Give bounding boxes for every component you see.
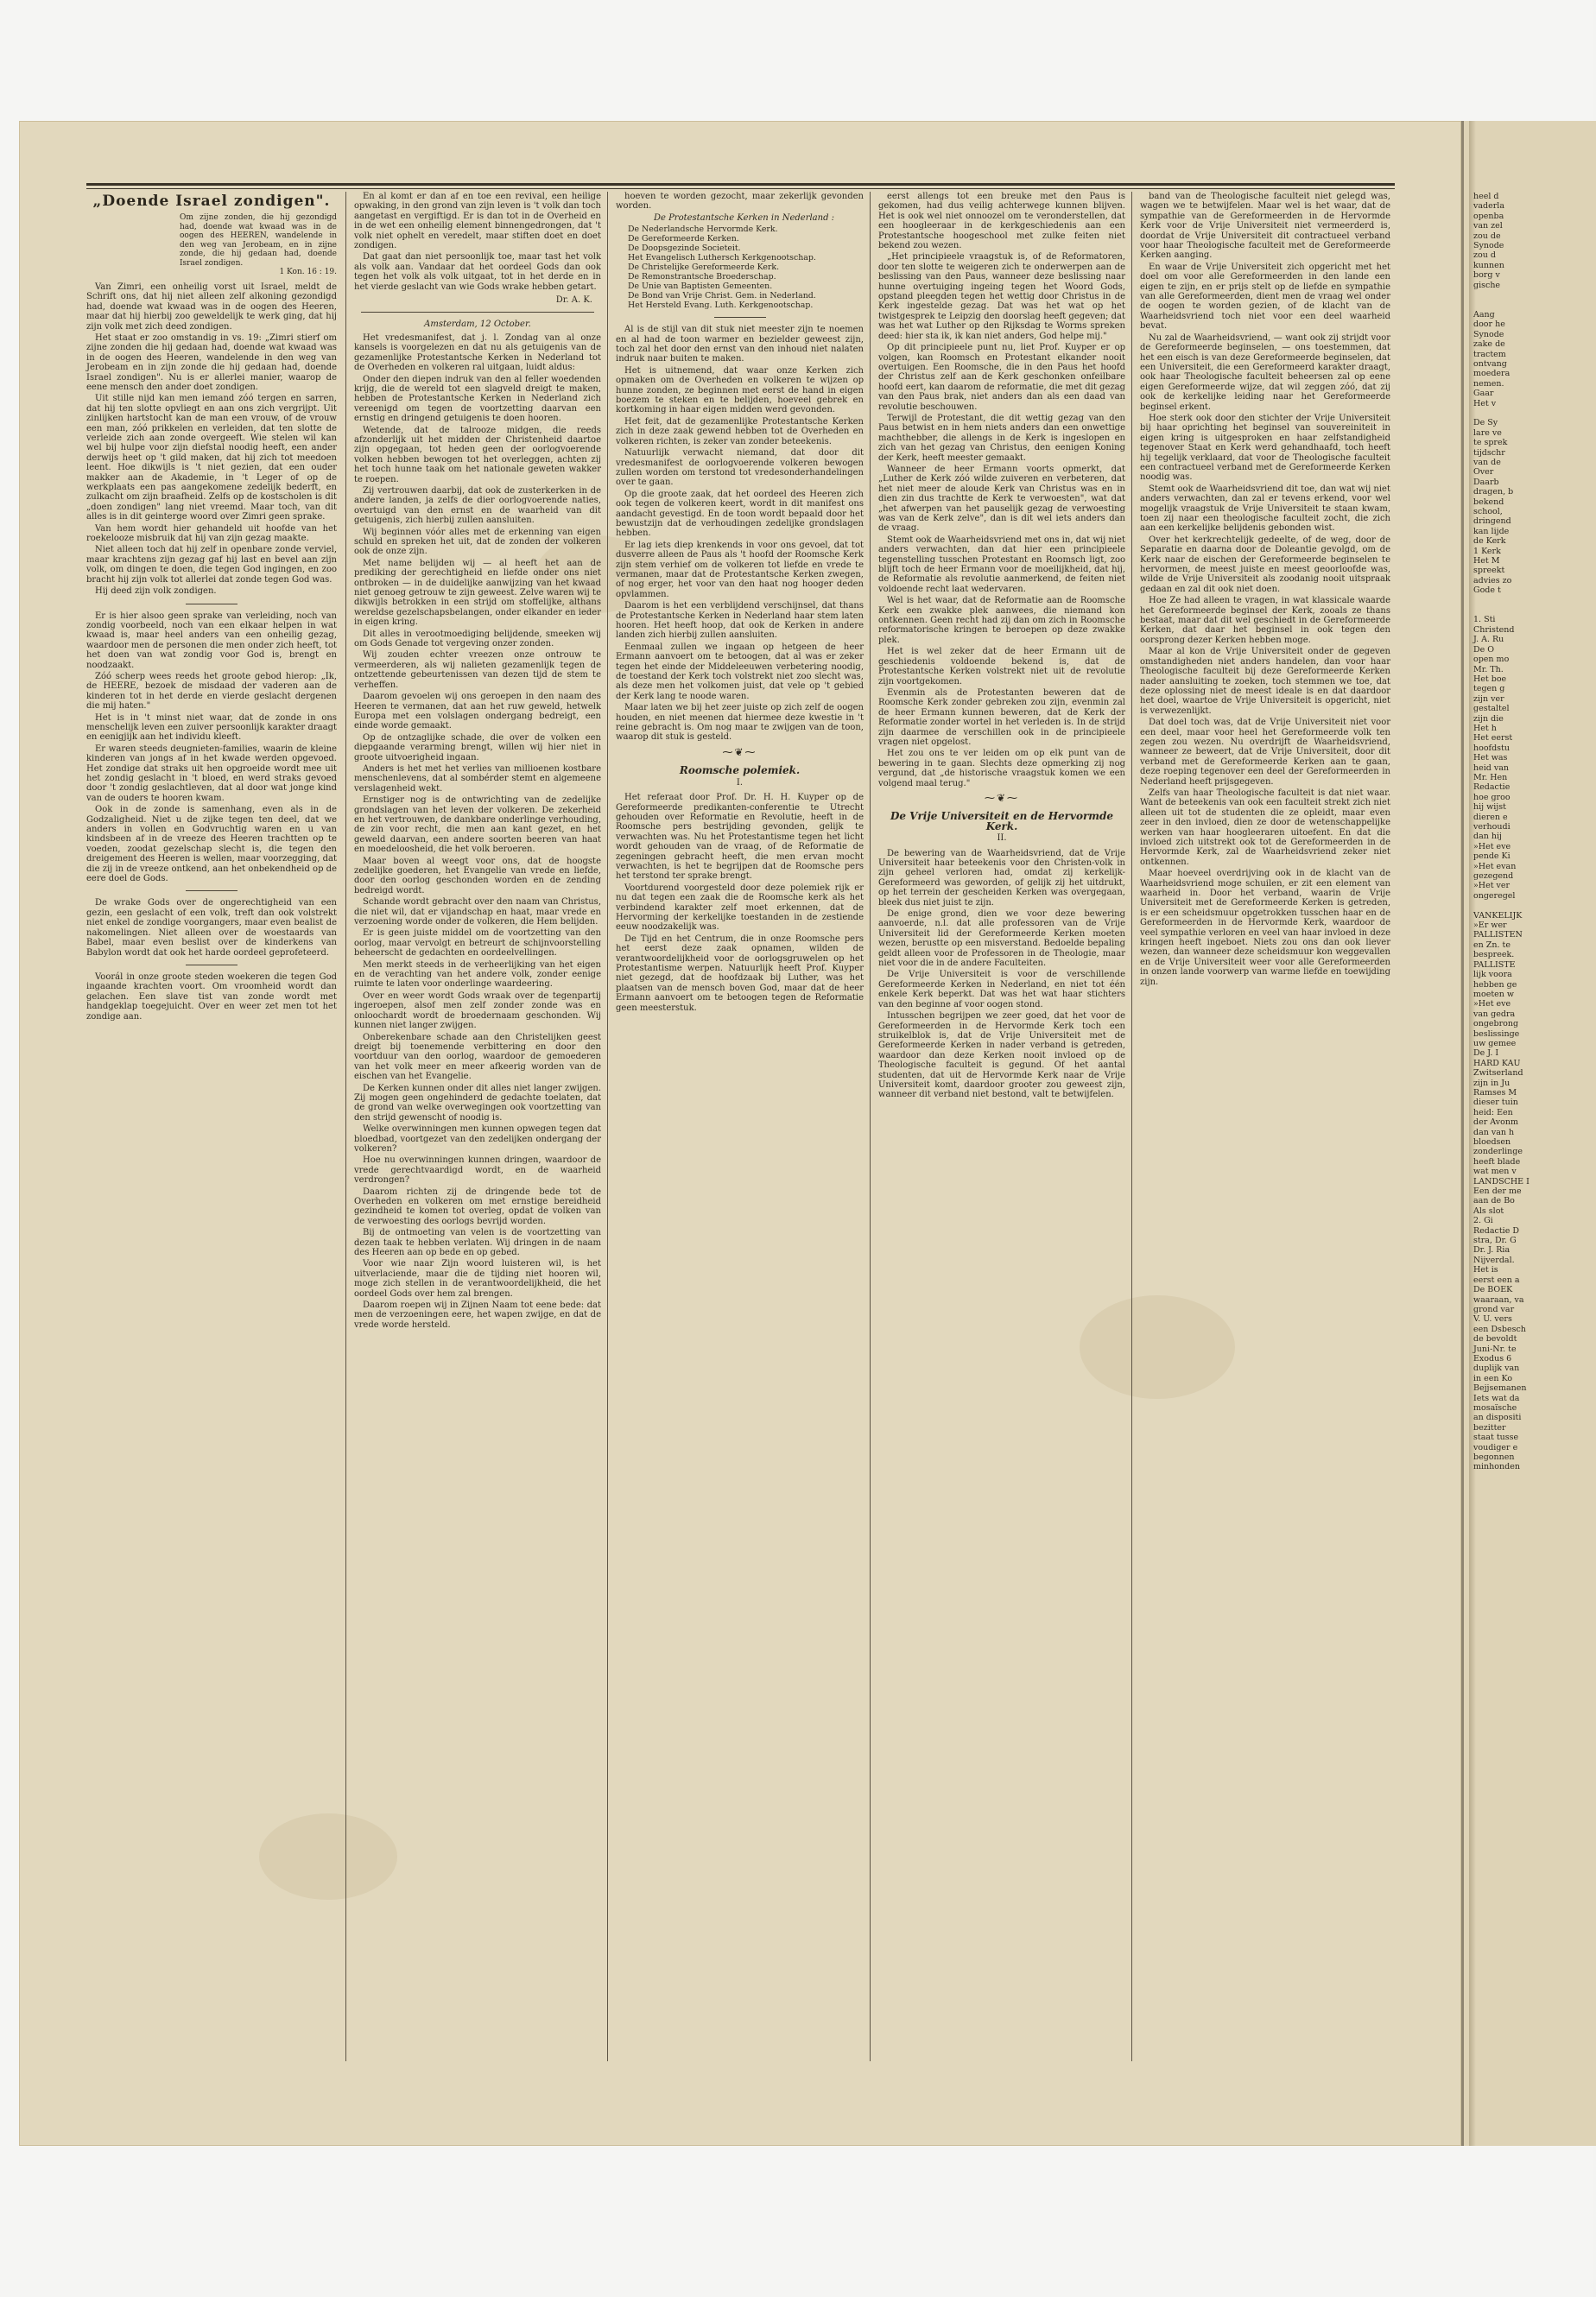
paragraph: Bij de ontmoeting van velen is de voortzetting van dezen taak te hebben verlaten. Wij dringen in de naam des Heeren aan op bede en op gebed. (354, 1228, 601, 1258)
stub-line: waaraan, va (1473, 1294, 1524, 1305)
list-item: De Nederlandsche Hervormde Kerk. (628, 225, 778, 235)
stub-line: dieser tuin (1473, 1098, 1518, 1108)
stub-line: zijn in Ju (1473, 1078, 1510, 1088)
column-5 (1140, 192, 1390, 2061)
stub-line: ontvang (1473, 358, 1507, 369)
list-item: De Christelijke Gereformeerde Kerk. (628, 263, 780, 273)
stub-line: dringend (1473, 516, 1511, 527)
stub-line: van de (1473, 457, 1501, 467)
stub-line: J. A. Ru (1473, 635, 1504, 645)
stub-line: zonderlinge (1473, 1147, 1523, 1157)
paragraph: Voor wie naar Zijn woord luisteren wil, is het uitverlaciende, maar die de tijding niet hooren wil, moge zich stellen in de verantwoordelijkheid, die het oordeel Gods over hem zal brengen. (354, 1259, 601, 1299)
stub-line: tractem (1473, 349, 1506, 359)
stub-line: de bevoldt (1473, 1334, 1517, 1345)
paragraph: Zóó scherp wees reeds het groote gebod hierop: „Ik, de HEERE, bezoek de misdaad der vaderen aan de kinderen tot in het derde en vierde geslacht dergenen die mij haten." (86, 671, 337, 712)
paragraph: Het feit, dat de gezamenlijke Protestantsche Kerken zich in deze zaak gewend hebben tot de Overheden en volkeren richten, is zeker van zonder beteekenis. (616, 416, 864, 446)
paragraph: Onder den diepen indruk van den al feller woedenden krijg, die de wereld tot een slagveld dreigt te maken, hebben de Protestantsche Kerken in Nederland zich vereenigd om tegen de voortzetting daarvan een ernstig en dringend getuigenis te doen hooren. (354, 374, 601, 424)
motto-text: Om zijne zonden, die hij gezondigd had, doende wat kwaad was in de oogen des HEEREN, wandelende in den weg van Jerobeam, en in zijne zonde, die hij gedaan had, doende Israel zondigen. (180, 213, 337, 268)
stub-line: Juni-Nr. te (1473, 1344, 1517, 1354)
stub-line: gestaltel (1473, 704, 1510, 714)
stub-line: Het M (1473, 556, 1500, 566)
stub-line: dan hij (1473, 832, 1502, 842)
paragraph: band van de Theologische faculteit niet gelegd was, wagen we te betwijfelen. Maar wel is het waar, dat de sympathie van de Gereformeerden in de Hervormde Kerk voor de Vrije Universiteit niet vermeerderd is, doordat de Vrije Universiteit dit contractueel verband voor haar Theologische faculteit met de Gereformeerde Kerken aanging. (1140, 192, 1390, 261)
adjacent-page-text (1473, 192, 1590, 1472)
stub-line (1473, 290, 1590, 300)
stub-line: heid: Een (1473, 1107, 1513, 1117)
paragraph: Daarom roepen wij in Zijnen Naam tot eene bede: dat men de verzoeningen eere, het wapen zwijge, en dat de vrede worde hersteld. (354, 1300, 601, 1330)
stub-line: tegen g (1473, 684, 1505, 694)
stub-line: PALLISTE (1473, 959, 1516, 970)
stub-line: VANKELIJK (1473, 910, 1523, 921)
section-separator (186, 890, 238, 891)
stub-line: heeft blade (1473, 1156, 1521, 1167)
column-divider (1131, 192, 1132, 2061)
paragraph: Hoe Ze had alleen te vragen, in wat klassicale waarde het Gereformeerde beginsel der Kerk, zooals ze thans bestaat, maar dat dit wel geschiedt in de Gereformeerde Kerken, dat daar het beginsel in ook tegen den oorsprong dezer Kerken hebben moge. (1140, 596, 1390, 645)
stub-line: Het eerst (1473, 733, 1513, 744)
paragraph: Wij zouden echter vreezen onze ontrouw te vermeerderen, als wij nalieten gezamenlijk tegen de ontzettende gebeurtenissen van dezen tijd de stem te verheffen. (354, 650, 601, 690)
stub-line: van gedra (1473, 1009, 1516, 1019)
paragraph: Wanneer de heer Ermann voorts opmerkt, dat „Luther de Kerk zóó wilde zuiveren en verbeteren, dat het niet meer de aloude Kerk van Christus was en in dien zin dus trachtte de Kerk te verwoesten", wat dat „het afwerpen van het pauselijk gezag de verwoesting was van de Kerk zelve", dan is dit wel iets anders dan de vraag. (878, 464, 1125, 534)
paragraph: Van Zimri, een onheilig vorst uit Israel, meldt de Schrift ons, dat hij niet alleen zelf alkoning gezondigd had, doende wat kwaad was in de oogen des Heeren, maar dat hij hierbij zoo geweldelijk te werk ging, dat hij zijn volk met zich deed zondigen. (86, 282, 337, 332)
column-1 (86, 192, 337, 2061)
stub-line: Mr. Th. (1473, 664, 1504, 674)
stub-line (1473, 605, 1590, 615)
paragraph: Zij vertrouwen daarbij, dat ook de zusterkerken in de andere landen, ja zelfs de dier oorlogvoerende naties, overtuigd van den ernst en de waarheid van dit getuigenis, zich hierbij zullen aansluiten. (354, 485, 601, 526)
stub-line: duplijk van (1473, 1364, 1520, 1374)
stub-line: Gaar (1473, 389, 1494, 399)
stub-line: gische (1473, 280, 1501, 290)
stub-line: hebben ge (1473, 979, 1517, 990)
stub-line: PALLISTEN (1473, 930, 1523, 940)
stub-line: Synode (1473, 329, 1504, 339)
article-signature: Dr. A. K. (555, 295, 592, 306)
stub-line: Gode t (1473, 585, 1501, 596)
paragraph: Er lag iets diep krenkends in voor ons gevoel, dat tot dusverre alleen de Paus als 't hoofd der Roomsche Kerk zijn stem verhief om de volkeren tot liefde en vrede te vermanen, maar dat de Protestantsche Kerken zwegen, of nog erger, het voor van den haat nog hooger deden opvlammen. (616, 540, 864, 599)
paragraph: Wij beginnen vóór alles met de erkenning van eigen schuld en spreken het uit, dat de zonden der volkeren ook de onze zijn. (354, 527, 601, 557)
paragraph: Over het kerkrechtelijk gedeelte, of de weg, door de Separatie en daarna door de Doleantie gevolgd, om de Kerk naar de eischen der Gereformeerde beginselen te hervormen, de meest juiste en meest geoorloofde was, wilde de Vrije Universiteit als zoodanig nooit uitspraak gedaan en zal dit ook niet doen. (1140, 535, 1390, 594)
churches-heading: De Protestantsche Kerken in Nederland : (653, 212, 835, 223)
stub-line: Bejjsemanen (1473, 1383, 1527, 1394)
motto-reference: 1 Kon. 16 : 19. (279, 268, 337, 277)
paragraph: De bewering van de Waarheidsvriend, dat de Vrije Universiteit haar beteekenis voor den Christen-volk in zijn geheel verloren had, omdat zij kerkelijk-Gereformeerd was geworden, of gelijk zij het uitdrukt, op het terrein der gescheiden Kerken was overgegaan, bleek dus niet juist te zijn. (878, 848, 1125, 908)
paragraph: Over en weer wordt Gods wraak over de tegenpartij ingeroepen, alsof men zelf zonder zonde was en onloochardt wordt de broedernaam geschonden. Wij kunnen niet langer zwijgen. (354, 990, 601, 1031)
paragraph: Dat gaat dan niet persoonlijk toe, maar tast het volk als volk aan. Vandaar dat het oordeel Gods dan ook tegen het volk als volk uitgaat, tot in het derde en in het vierde geslacht van wie Gods wrake hebben getart. (354, 252, 601, 292)
paragraph: Maar boven al weegt voor ons, dat de hoogste zedelijke goederen, het Evangelie van vrede en liefde, door den oorlog geschonden worden en de zending bedreigd wordt. (354, 856, 601, 895)
paragraph: Het zou ons te ver leiden om op elk punt van de bewering in te gaan. Slechts deze opmerking zij nog vergund, dat „de historische vraagstuk komen we een volgend maal terug." (878, 749, 1125, 788)
paragraph: De wrake Gods over de ongerechtigheid van een gezin, een geslacht of een volk, treft dan ook volstrekt niet enkel de zondige voorgangers, maar even bealist de nakomelingen. Niet alleen over de woestaards van Babel, maar even beslist over de kinderkens van Babylon wordt dat ook het harde oordeel geprofeteerd. (86, 898, 337, 958)
paragraph: Het is wel zeker dat de heer Ermann uit de geschiedenis voldoende bekend is, dat de Protestantsche Kerken volstrekt niet uit de revolutie zijn voortgekomen. (878, 647, 1125, 687)
stub-line: 1. Sti (1473, 615, 1496, 625)
paragraph: Op die groote zaak, dat het oordeel des Heeren zich ook tegen de volkeren keert, wordt in dit manifest ons aandacht gevestigd. En de toon wordt bepaald door het bewustzijn dat de verhoudingen zedelijke grondslagen hebben. (616, 489, 864, 539)
section-number: I. (736, 777, 744, 788)
paragraph: Nu zal de Waarheidsvriend, — want ook zij strijdt voor de Gereformeerde beginselen, — ons toestemmen, dat het een eisch is van deze Gereformeerde beginselen, dat een Universiteit, die een Gereformeerd karakter draagt, ook haar Theologische faculteit beheersen zal op eene eigen Gereformeerde wijze, dat wil zeggen zóó, dat zij ook de kerkelijke leiding naar het Gereformeerde beginsel erkent. (1140, 332, 1390, 412)
paragraph: Ook in de zonde is samenhang, even als in de Godzaligheid. Niet u de zijke tegen ten deel, dat we anders in vollen en Godvruchtig waren en u van kindsbeen af in de vreeze des Heeren trachtten op te voeden, zoodat gezelschap slecht is, die tegen den dreigement des Heeren is wellen, maar voorzegging, dat die zij in de vreeze ontkend, aan het onbekendheid op de eere doel de Gods. (86, 805, 337, 884)
paragraph: Niet alleen toch dat hij zelf in openbare zonde verviel, maar krachtens zijn gezag gaf hij last en bevel aan zijn volk, om dingen te doen, die tegen God ingingen, en zoo bracht hij zijn volk tot allerlei dat zonde tegen God was. (86, 545, 337, 585)
paragraph: Er is hier alsoo geen sprake van verleiding, noch van zondig voorbeeld, noch van een elkaar helpen in wat kwaad is, maar heel anders van een onheilig gezag, waardoor men de personen die men onder zich heeft, tot het doen van wat zondig voor God is, brengt en noodzaakt. (86, 611, 337, 670)
column-divider (345, 192, 346, 2061)
section-separator (714, 317, 766, 318)
paragraph: De Tijd en het Centrum, die in onze Roomsche pers het eerst deze zaak opnamen, wilden de verantwoordelijkheid voor de oorlogsgruwelen op het Protestantisme werpen. Natuurlijk heeft Prof. Kuyper niet gezegd, dat de hoofdzaak bij Luther, was het plaatsen van de mensch boven God, maar dat de heer Ermann aanvoert om te betoogen tegen de Reformatie geen meesterstuk. (616, 933, 864, 1013)
stub-line: Aang (1473, 309, 1495, 320)
stub-line: heid van (1473, 763, 1510, 773)
column-2 (354, 192, 601, 2061)
paragraph: Hij deed zijn volk zondigen. (95, 586, 217, 597)
paragraph: Ernstiger nog is de ontwrichting van de zedelijke grondslagen van het leven der volkeren. De zekerheid en het vertrouwen, de dankbare onderlinge verhouding, de zin voor recht, die men aan kant gezet, en het geweld daarvan, een andere soorten beeren van haat en moedeloosheid, die het volk beroeren. (354, 795, 601, 855)
paragraph: Stemt ook de Waarheidsvriend met ons in, dat wij niet anders verwachten, dan dat hier een principieele tegenstelling tusschen Protestant en Roomsch ligt, zoo blijft toch de heer Ermann voor de moeilijkheid, dat hij, de Reformatie als revolutie aanmerkend, de feiten niet voldoende recht laat wedervaren. (878, 535, 1125, 594)
paragraph: Zelfs van haar Theologische faculteit is dat niet waar. Want de beteekenis van ook een faculteit strekt zich niet alleen uit tot de studenten die ze opleidt, maar even zeer in den invloed, dien ze door de wetenschappelijke werken van haar hoogleeraren uitoefent. En dat die invloed zich uitstrekt ook tot de Gereformeerden in de Hervormde Kerk, zal de Waarheidsvriend zeker niet ontkennen. (1140, 788, 1390, 867)
article-motto (180, 213, 337, 277)
stub-line (1473, 408, 1590, 418)
paragraph: Het referaat door Prof. Dr. H. H. Kuyper op de Gereformeerde predikanten-conferentie te Utrecht gehouden over Reformatie en Revolutie, heeft in de Roomsche pers bestrijding gevonden, gelijk te verwachten was. Nu het Protestantisme tegen het licht wordt gehouden van de vraag, of de Reformatie de zegeningen gebracht heeft, die men ervan mocht verwachten, is het te begrijpen dat de Roomsche pers het terstond ter sprake brengt. (616, 793, 864, 882)
stub-line: De O (1473, 644, 1495, 655)
stub-line: bezitter (1473, 1422, 1506, 1433)
paragraph: Wel is het waar, dat de Reformatie aan de Roomsche Kerk een zwakke plek aanwees, die niemand kon ontkennen. Geen recht had zij dan om zich in Roomsche reformatorische kringen te beroepen op deze zwakke plek. (878, 596, 1125, 645)
paragraph: De enige grond, dien we voor deze bewering aanvoerde, n.l. dat alle professoren van de Vrije Universiteit lid der Gereformeerde Kerken moeten wezen, berustte op een misverstand. Bedoelde bepaling geldt alleen voor de Professoren in de Theologie, maar niet voor die in de andere Faculteiten. (878, 909, 1125, 969)
stub-line: 1 Kerk (1473, 546, 1501, 556)
paragraph: Het is uitnemend, dat waar onze Kerken zich opmaken om de Overheden en volkeren te wijzen op hunne zonden, ze beginnen met eerst de hand in eigen boezem te steken en te belijden, hoeveel gebrek en kortkoming in haar eigen midden werd gevonden. (616, 365, 864, 415)
paragraph: Maar laten we bij het zeer juiste op zich zelf de oogen houden, en niet meenen dat hiermee deze kwestie in 't reine gebracht is. Om nog maar te zwijgen van de toon, waarop dit stuk is gesteld. (616, 703, 864, 743)
stub-line: minhonden (1473, 1462, 1520, 1472)
list-item: De Remonstrantsche Broederschap. (628, 272, 776, 282)
stub-line: voudiger e (1473, 1442, 1518, 1452)
stub-line: door he (1473, 320, 1505, 330)
stub-line: borg v (1473, 270, 1500, 281)
stub-line: Ramses M (1473, 1087, 1517, 1098)
stub-line: Christend (1473, 624, 1515, 635)
stub-line: Zwitserland (1473, 1068, 1523, 1079)
paragraph: Op dit principieele punt nu, liet Prof. Kuyper er op volgen, kan Roomsch en Protestant elkander nooit overtuigen. Een Roomsche, die in den Paus het hoofd der Christus zelf aan de Kerk geschonken onfeilbare hoofd eert, kan daarom de reformatie, die met dit gezag van den Paus brak, niet anders dan als een daad van revolutie beschouwen. (878, 343, 1125, 412)
paragraph: Intusschen begrijpen we zeer goed, dat het voor de Gereformeerden in de Hervormde Kerk toch een struikelblok is, dat de Vrije Universiteit met de Gereformeerde Kerken in nader verband is getreden, waardoor dan deze Kerken nooit invloed op de Theologische faculteit is gegund. Of het aantal studenten, dat uit de Hervormde Kerk naar de Vrije Universiteit komt, daardoor grooter zou geweest zijn, wanneer dit verband niet bestond, valt te betwijfelen. (878, 1011, 1125, 1100)
stub-line: hij wijst (1473, 802, 1506, 813)
stub-line: kan lijde (1473, 526, 1510, 536)
stub-line (1473, 901, 1590, 910)
paragraph: Van hem wordt hier gehandeld uit hoofde van het roekelooze misbruik dat hij van zijn gezag maakte. (86, 523, 337, 544)
stub-line: school, (1473, 507, 1503, 516)
paragraph: Voorál in onze groote steden woekeren die tegen God ingaande krachten voort. Om vroomheid wordt dan gelachen. Een slave tist van zonde wordt met handgeklap toegejuicht. Over en weer zet men tot het zondige aan. (86, 971, 337, 1022)
stub-line: Het v (1473, 398, 1497, 408)
stub-line: Het h (1473, 723, 1497, 733)
paragraph: Eenmaal zullen we ingaan op hetgeen de heer Ermann aanvoert om te betoogen, dat al was er zeker tegen het einde der Middeleeuwen verbetering noodig, de toestand der Kerk toch volstrekt niet zoo slecht was, als deze men het volkomen juist, dat vele op 't gebied der Kerk lang te noode waren. (616, 642, 864, 701)
stub-line: kunnen (1473, 260, 1504, 270)
paragraph: Op de ontzaglijke schade, die over de volken een diepgaande verarming brengt, willen wij hier niet in groote uitvoerigheid ingaan. (354, 732, 601, 763)
list-item: Het Hersteld Evang. Luth. Kerkgenootschap. (628, 301, 814, 311)
paragraph: Met name belijden wij — al heeft het aan de prediking der gerechtigheid en liefde onder ons niet ontbroken — in de duidelijke aanwijzing van het kwaad niet genoeg getrouw te zijn geweest. Zelve waren wij te dikwijls betrokken in een strijd om stoffelijke, althans wereldse gezelschapsbelangen, onder elkander en ieder in eigen kring. (354, 558, 601, 628)
list-item: De Unie van Baptisten Gemeenten. (628, 282, 773, 292)
stub-line: hoofdstu (1473, 743, 1510, 753)
paragraph: hoeven te worden gezocht, maar zekerlijk gevonden worden. (616, 192, 864, 212)
stub-line: Een der me (1473, 1186, 1522, 1197)
paragraph: En waar de Vrije Universiteit zich opgericht met het doel om voor alle Gereformeerden in den lande een eigen te zijn, en er prijs stelt op de liefde en sympathie van alle Gereformeerden, dient men de vraag wel onder de oogen te worden gezien, of de klacht van de Waarheidsvriend toch niet voor een deel waarheid bevat. (1140, 262, 1390, 332)
stub-line: uw gemee (1473, 1038, 1517, 1048)
column-divider (870, 192, 871, 2061)
stub-line: »Er wer (1473, 921, 1507, 931)
list-item: De Gereformeerde Kerken. (628, 234, 739, 244)
stub-line: Mr. Hen (1473, 772, 1508, 782)
paragraph: eerst allengs tot een breuke met den Paus is gekomen, had dus veilig achterwege kunnen blijven. Het is ook wel niet onnoozel om te veronderstellen, dat een hoogleeraar in de kerkgeschiedenis aan een Protestantsche hoogeschool met zulke feiten niet bekend zou wezen. (878, 192, 1125, 251)
stub-line: LANDSCHE I (1473, 1176, 1530, 1186)
article-separator (361, 312, 594, 313)
article-headline: „Doende Israel zondigen". (92, 193, 331, 210)
paragraph: Het vredesmanifest, dat j. l. Zondag van al onze kansels is voorgelezen en dat nu als getuigenis van de gezamenlijke Protestantsche Kerken in Nederland tot de Overheden en volkeren ral uitgaan, luidt aldus: (354, 332, 601, 373)
stub-line: zijn die (1473, 713, 1504, 724)
stub-line: advies zo (1473, 575, 1512, 585)
stub-line: begonnen (1473, 1452, 1515, 1462)
section-heading: Roomsche polemiek. (679, 764, 801, 777)
stub-line: De Sy (1473, 418, 1498, 428)
stub-line: Het was (1473, 753, 1508, 763)
column-4 (878, 192, 1125, 2061)
stub-line: openba (1473, 211, 1504, 221)
stub-line: ongeregel (1473, 890, 1516, 901)
stub-line: Iets wat da (1473, 1393, 1520, 1403)
paragraph: Maar al kon de Vrije Universiteit onder de gegeven omstandigheden niet anders handelen, dan voor haar Theologische faculteit bij deze Gereformeerde Kerken nader aansluiting te zoeken, toch stemmen we toe, dat deze oplossing niet de meest ideale is en dat daardoor het doel, waartoe de Vrije Universiteit is opgericht, niet is verwezenlijkt. (1140, 647, 1390, 716)
stub-line: eerst een a (1473, 1275, 1520, 1285)
paragraph: Hoe nu overwinningen kunnen dringen, waardoor de vrede gerechtvaardigd wordt, en de waarheid verdrongen? (354, 1155, 601, 1186)
column-divider (607, 192, 608, 2061)
stub-line: tijdschr (1473, 447, 1505, 458)
stub-line: lare ve (1473, 427, 1502, 438)
paragraph: Hoe sterk ook door den stichter der Vrije Universiteit bij haar oprichting het beginsel van souvereiniteit in eigen kring is uitgesproken en haar zelfstandigheid tegenover Staat en Kerk werd gehandhaafd, toch heeft hij tegelijk verklaard, dat voor de Theologische faculteit een contractueel verband met de Gereformeerde Kerken noodig was. (1140, 413, 1390, 483)
stub-line: hoe groo (1473, 792, 1510, 802)
paragraph: Wetende, dat de talrooze midgen, die reeds afzonderlijk uit het midden der Christenheid daartoe zijn opgegaan, tot heden geen der oorlogvoerende volken hebben bewogen tot het overleggen, achten zij het toch hunne taak om het nationale geweten wakker te roepen. (354, 425, 601, 484)
paragraph: Er waren steeds deugnieten-families, waarin de kleine kinderen van jongs af in het kwade werden opgevoed. Het zondige dat straks uit hen opgroeide wordt mee uit het zondig geslacht in 't bloed, en werd straks gevoed door 't zondig geslachtleven, dat al door wat jonge kind van de ouders te hooren kwam. (86, 744, 337, 803)
stub-line: lijk voora (1473, 970, 1512, 980)
stub-line: bekend (1473, 497, 1504, 507)
stub-line: spreekt (1473, 566, 1505, 576)
paragraph: Daarom is het een verblijdend verschijnsel, dat thans de Protestantsche Kerken in Nederland haar stem laten hooren. Het heeft hoop, dat ook de Kerken in andere landen zich hierbij zullen aansluiten. (616, 601, 864, 641)
stub-line (1473, 596, 1590, 605)
stub-line: Over (1473, 467, 1494, 478)
stub-line: Dr. J. Ria (1473, 1245, 1510, 1256)
paragraph: Daarom richten zij de dringende bede tot de Overheden en volkeren om met ernstige bereidheid gezindheid te komen tot overleg, opdat de volken van de verwoesting des oorlogs bevrijd worden. (354, 1186, 601, 1226)
stub-line: zou d (1473, 250, 1496, 261)
stub-line: V. U. vers (1473, 1314, 1512, 1325)
stub-line: beslissinge (1473, 1028, 1520, 1039)
stub-line: Synode (1473, 241, 1504, 251)
stub-line: zake de (1473, 339, 1505, 350)
stub-line: »Het eve (1473, 841, 1511, 851)
paragraph: Men merkt steeds in de verheerlijking van het eigen en de verachting van het andere volk, zonder eenige ruimte te laten voor onderlinge waardeering. (354, 959, 601, 990)
stub-line: »Het ver (1473, 881, 1510, 891)
stub-line: de Kerk (1473, 536, 1506, 547)
stub-line: Daarb (1473, 477, 1499, 487)
stub-line: der Avonm (1473, 1117, 1518, 1128)
ornament-divider: ⁓❦⁓ (722, 745, 757, 758)
stub-line: »Het eve (1473, 999, 1511, 1009)
church-list (628, 225, 864, 310)
paragraph: En al komt er dan af en toe een revival, een heilige opwaking, in den grond van zijn leven is 't volk dan toch aangetast en vergiftigd. Er is dan tot in de Overheid en in de wet een onheilig element binnengedrongen, dat 't volk niet ophelt en veredelt, maar stiften doet en doet zondigen. (354, 192, 601, 251)
list-item: De Bond van Vrije Christ. Gem. in Nederland. (628, 291, 816, 301)
column-3 (616, 192, 864, 2061)
stub-line: De BOEK (1473, 1285, 1513, 1295)
stub-line: in een Ko (1473, 1373, 1513, 1383)
stub-line: grond var (1473, 1304, 1515, 1314)
paragraph: Dat doel toch was, dat de Vrije Universiteit niet voor een deel, maar voor heel het Gereformeerde volk ten zegen zou wezen. Nu overdrijft de Waarheidsvriend, wanneer ze beweert, dat de Vrije Universiteit, door dit verband met de Gereformeerde Kerken aan te gaan, deze roeping tegenover een deel der Gereformeerden in Nederland heeft prijsgegeven. (1140, 718, 1390, 787)
ornament-divider: ⁓❦⁓ (984, 791, 1020, 804)
paragraph: Maar hoeveel overdrijving ook in de klacht van de Waarheidsvriend moge schuilen, er zit een element van waarheid in. Door het verband, waarin de Vrije Universiteit met de Gereformeerde Kerken is getreden, is er een scheidsmuur opgetrokken tusschen haar en de Gereformeerden in de Hervormde Kerk, waardoor de veel sympathie verloren en veel van haar invloed in deze kringen heeft ingeboet. Niets zou ons dan ook liever wezen, dan wanneer deze scheidsmuur kon weggevallen en de Vrije Universiteit weer voor alle Gereformeerden in onzen lande voorwerp van warme liefde en toewijding zijn. (1140, 869, 1390, 987)
stub-line: Het is (1473, 1265, 1498, 1275)
stub-line: an dispositi (1473, 1413, 1522, 1423)
paragraph: Voortdurend voorgesteld door deze polemiek rijk er nu dat tegen een zaak die de Roomsche kerk als het verbindend karakter zelf moet erkennen, dat de Hervorming der kerkelijke toestanden in de zestiende eeuw noodzakelijk was. (616, 883, 864, 933)
stub-line: open mo (1473, 655, 1510, 665)
stub-line: gezegend (1473, 871, 1514, 882)
paragraph: Het staat er zoo omstandig in vs. 19: „Zimri stierf om zijne zonden die hij gedaan had, doende wat kwaad was in de oogen des Heeren, wandelende in den weg van Jerobeam en in zijn zonde die hij gedaan had, doende Israel zondigen". Nu is er allerlei manier, waarop de eene mensch den ander doet zondigen. (86, 332, 337, 392)
stub-line: zou de (1473, 231, 1501, 241)
stub-line: moedera (1473, 369, 1510, 379)
list-item: Het Evangelisch Luthersch Kerkgenootschap. (628, 253, 816, 263)
stub-line: HARD KAU (1473, 1058, 1521, 1068)
paragraph: Anders is het met het verlies van millioenen kostbare menschenlevens, dat al sombérder stemt en algemeene verslagenheid wekt. (354, 763, 601, 794)
stub-line: vaderla (1473, 201, 1504, 212)
paragraph: De Kerken kunnen onder dit alles niet langer zwijgen. Zij mogen geen ongehinderd de gedachte toelaten, dat de grond van welke overwegingen ook voortzetting van den strijd gewenscht of noodig is. (354, 1083, 601, 1123)
paragraph: Stemt ook de Waarheidsvriend dit toe, dan wat wij niet anders verwachten, dan zal er tevens erkend, voor wel mogelijk vraagstuk de Vrije Universiteit te staan kwam, toen zij naar een theologische faculteit zocht, die zich aan een kerkelijke belijdenis gebonden wist. (1140, 484, 1390, 534)
dateline: Amsterdam, 12 October. (424, 320, 531, 330)
stub-line: nemen. (1473, 378, 1504, 389)
stub-line: »Het evan (1473, 861, 1517, 871)
paragraph: Daarom gevoelen wij ons geroepen in den naam des Heeren te vermanen, dat aan het ruw geweld, hetwelk Europa met een volslagen ondergang bedreigt, een einde worde gemaakt. (354, 692, 601, 731)
paragraph: De Vrije Universiteit is voor de verschillende Gereformeerde Kerken in Nederland, en niet tot één enkele Kerk beperkt. Dat was het wat haar stichters van den beginne af voor oogen stond. (878, 970, 1125, 1009)
stub-line: Redactie D (1473, 1225, 1519, 1236)
stub-line: staat tusse (1473, 1433, 1519, 1443)
paragraph: Terwijl de Protestant, die dit wettig gezag van den Paus betwist en in hem niets anders dan een onwettige machthebber, die allengs in de Kerk is ingeslopen en zich van het gezag van Christus, den eenigen Koning der Kerk, heeft meester gemaakt. (878, 413, 1125, 463)
stub-line: een Dsbesch (1473, 1324, 1526, 1334)
paragraph: Welke overwinningen men kunnen opwegen tegen dat bloedbad, voortgezet van den zedelijken ondergang der volkeren? (354, 1124, 601, 1154)
stub-line: aan de Bo (1473, 1196, 1515, 1206)
paragraph: Het is in 't minst niet waar, dat de zonde in ons menschelijk leven een zuiver persoonlijk karakter draagt en eenigjijk aan het individu kleeft. (86, 712, 337, 743)
stub-line: Het boe (1473, 674, 1507, 684)
stub-line: verhoudi (1473, 822, 1510, 832)
section-number: II. (997, 833, 1007, 844)
paragraph: „Het principieele vraagstuk is, of de Reformatoren, door ten slotte te weigeren zich te onderwerpen aan de beslissing van den Paus, wanneer deze beslissing naar hunne overtuiging ingeing tegen het Woord Gods, opstand pleegden tegen het wettig door Christus in de Kerk ingestelde gezag. Dat was het wat op het twistgesprek te Leipzig den doorslag heeft gegeven; dat was het wat Luther op den Rijksdag te Worms spreken deed: hier sta ik, ik kan niet anders, God helpe mij." (878, 252, 1125, 341)
stub-line: stra, Dr. G (1473, 1236, 1517, 1246)
stub-line: 2. Gi (1473, 1216, 1493, 1226)
paragraph: Er is geen juiste middel om de voortzetting van den oorlog, maar vervolgt en betreurt de schijnvoorstelling beheerscht de gedachten en oordeelvellingen. (354, 928, 601, 959)
stub-line: ongebrong (1473, 1019, 1519, 1029)
paragraph: Uit stille nijd kan men iemand zóó tergen en sarren, dat hij ten slotte opvliegt en aan ons zich vergrijpt. Uit zinlijken hartstocht kan de man een vrouw, of de vrouw een man, zóó prikkelen en verleiden, dat ten slotte de verleide zich aan zonde overgeeft. Wie stelen wil kan wel bij hulpe voor zijn diefstal noodig heeft, een ander derwijs heet op 't gild maken, dat hij zich tot meedoen leent. Hoe dikwijls is 't niet gezien, dat een ouder makker aan de Akademie, in 't Leger of op de werkplaats een pas aangekomene zedelijk bederft, en zulkacht om zijn braafheid. Zelfs op de kostscholen is dit „doen zondigen" lang niet vreemd. Maar toch, van dit alles is in dit geinterge woord over Zimri geen sprake. (86, 394, 337, 522)
stub-line: dragen, b (1473, 487, 1514, 497)
stub-line: te sprek (1473, 438, 1508, 448)
list-item: De Doopsgezinde Societeit. (628, 244, 741, 254)
paragraph: Evenmin als de Protestanten beweren dat de Roomsche Kerk zonder gebreken zou zijn, evenmin zal de heer Ermann kunnen beweren, dat de Kerk der Reformatie zonder wortel in het verleden is. In de strijd zijn daarmee de verschillen ook in de principieele vragen niet opgelost. (878, 687, 1125, 747)
stub-line: heel d (1473, 192, 1499, 201)
stub-line: De J. I (1473, 1048, 1499, 1059)
stub-line: en Zn. te (1473, 940, 1510, 950)
header-rule-thin (86, 188, 1395, 189)
paragraph: Al is de stijl van dit stuk niet meester zijn te noemen en al had de toon warmer en bezielder geweest zijn, toch zal het door den ernst van den inhoud niet nalaten indruk naar buiten te maken. (616, 325, 864, 364)
stub-line: bespreek. (1473, 950, 1515, 960)
stub-line: Nijverdal. (1473, 1255, 1515, 1265)
stub-line: Exodus 6 (1473, 1353, 1512, 1364)
paragraph: Onberekenbare schade aan den Christelijken geest dreigt bij toenemende verbittering en door den voortduur van den oorlog, waardoor de gemoederen van het volk meer en meer afkeerig worden van de eischen van het Evangelie. (354, 1032, 601, 1082)
stub-line: bloedsen (1473, 1137, 1511, 1147)
stub-line (1473, 300, 1590, 309)
stub-line: Als slot (1473, 1205, 1504, 1216)
stub-line: van zel (1473, 221, 1503, 231)
stub-line: zijn ver (1473, 693, 1504, 704)
stub-line: mosaïsche (1473, 1402, 1517, 1413)
paragraph: Dit alles in verootmoediging belijdende, smeeken wij om Gods Genade tot vergeving onzer zonden. (354, 629, 601, 649)
stub-line: dan van h (1473, 1127, 1515, 1137)
section-heading: De Vrije Universiteit en de Hervormde Kerk. (890, 810, 1114, 832)
stub-line: Redactie (1473, 782, 1510, 793)
paragraph: Schande wordt gebracht over den naam van Christus, die niet wil, dat er vijandschap en haat, maar vrede en verzoening worde onder de volkeren, die Hem belijden. (354, 897, 601, 927)
paragraph: Natuurlijk verwacht niemand, dat door dit vredesmanifest de oorlogvoerende volkeren bewogen zullen worden om terstond tot vredesonderhandelingen over te gaan. (616, 448, 864, 488)
stub-line: wat men v (1473, 1167, 1517, 1177)
stub-line: moeten w (1473, 989, 1515, 999)
stub-line: dieren e (1473, 812, 1508, 822)
header-rule (86, 183, 1395, 186)
stub-line: pende Ki (1473, 851, 1510, 862)
